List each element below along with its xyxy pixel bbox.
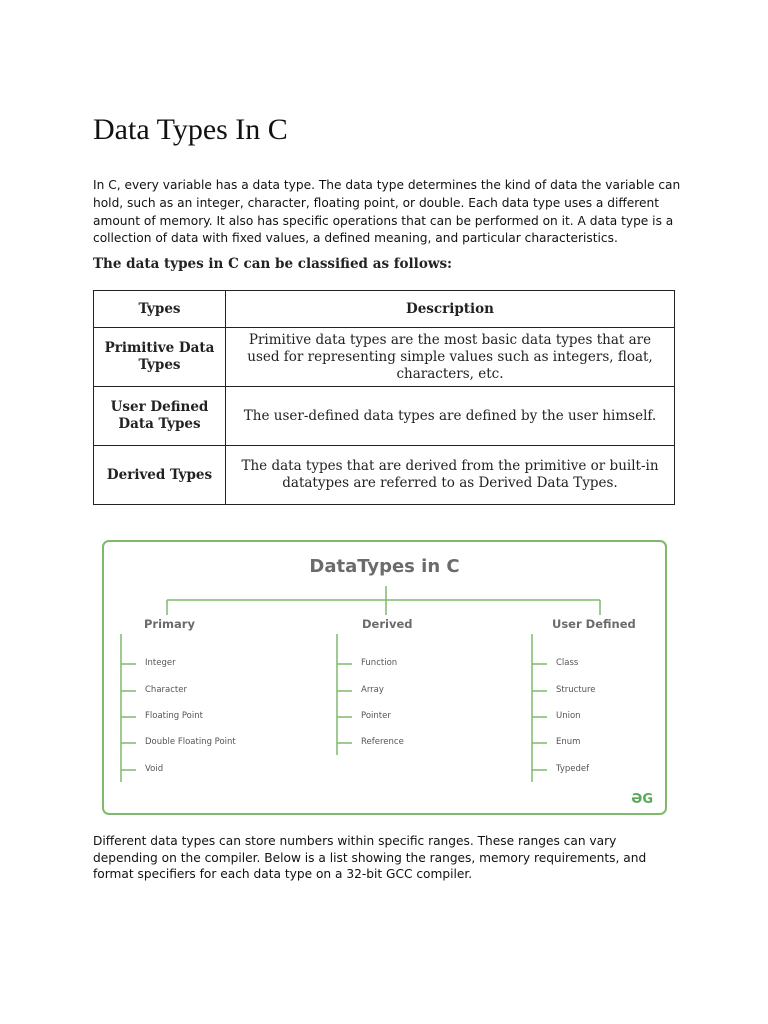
data-types-table [93, 290, 675, 505]
gfg-logo-icon: ƏG [631, 792, 653, 807]
type-cell: Primitive Data Types [94, 328, 226, 387]
datatypes-diagram [102, 540, 667, 815]
diagram-connectors [104, 542, 669, 817]
description-cell: The data types that are derived from the primitive or built-in datatypes are referred to as Derived Data Types. [226, 446, 675, 505]
derived-item: Reference [361, 737, 404, 747]
table-row [94, 446, 675, 505]
primary-item: Integer [145, 658, 176, 668]
derived-item: Array [361, 685, 384, 695]
derived-item: Function [361, 658, 398, 668]
page-title: Data Types In C [93, 113, 288, 146]
description-cell: Primitive data types are the most basic data types that are used for representing simple values such as integers, float, characters, etc. [226, 328, 675, 387]
primary-item: Floating Point [145, 711, 203, 721]
description-cell: The user-defined data types are defined by the user himself. [226, 387, 675, 446]
closing-paragraph: Different data types can store numbers within specific ranges. These ranges can vary depending on the compiler. Below is a list showing the ranges, memory requirements, and format specifiers for each data type on a 32-bit GCC compiler. [93, 834, 647, 881]
table-row [94, 328, 675, 387]
user-defined-item: Typedef [556, 764, 590, 774]
intro-paragraph: In C, every variable has a data type. The data type determines the kind of data the variable can hold, such as an integer, character, floating point, or double. Each data type uses a different amount of memory. It also has specific operations that can be performed on it. A data type is a collection of data with fixed values, a defined meaning, and particular characteristics. [93, 178, 681, 246]
user-defined-item: Structure [556, 685, 596, 695]
primary-item: Void [145, 764, 164, 774]
primary-item: Double Floating Point [145, 737, 236, 747]
derived-heading: Derived [362, 617, 413, 631]
table-header-row [94, 291, 675, 328]
primary-heading: Primary [144, 617, 195, 631]
classification-subheading: The data types in C can be classified as follows: [93, 256, 453, 272]
user-defined-item: Union [556, 711, 581, 721]
type-cell: User Defined Data Types [94, 387, 226, 446]
user-defined-item: Class [556, 658, 579, 668]
derived-item: Pointer [361, 711, 391, 721]
user-defined-heading: User Defined [552, 617, 636, 631]
types-header: Types [94, 291, 226, 328]
diagram-title: DataTypes in C [309, 556, 460, 577]
type-cell: Derived Types [94, 446, 226, 505]
user-defined-item: Enum [556, 737, 581, 747]
description-header: Description [226, 291, 675, 328]
primary-item: Character [145, 685, 187, 695]
table-row [94, 387, 675, 446]
